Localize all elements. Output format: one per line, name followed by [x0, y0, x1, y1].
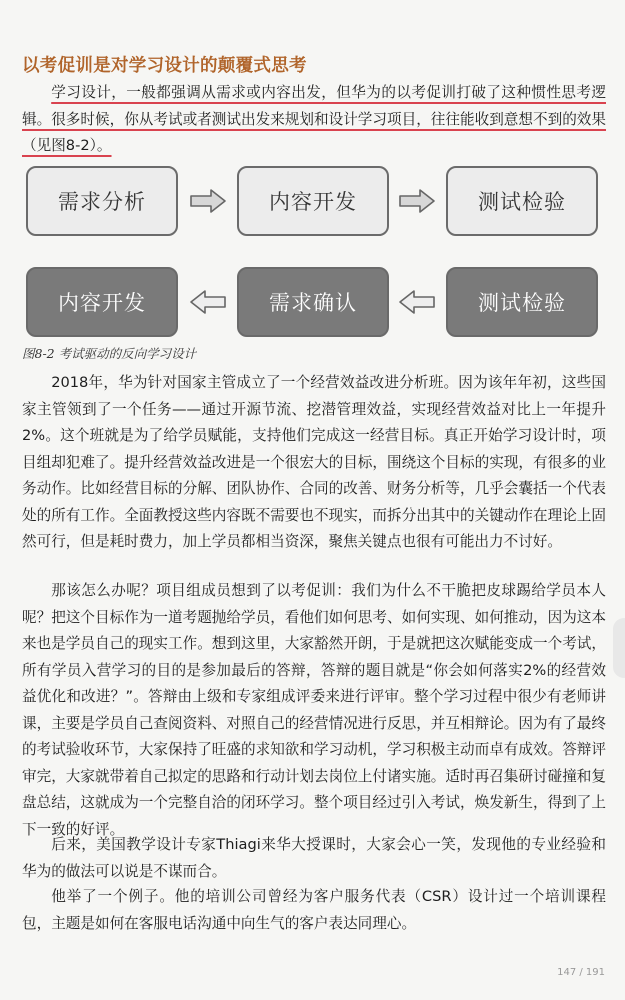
paragraph-1: 2018年，华为针对国家主管成立了一个经营效益改进分析班。因为该年年初，这些国家主管领到了一个任务——通过开源节流、挖潜管理效益，实现经营效益对比上一年提升2%。这个班就是为了给学员赋能，支持他们完成这一经营目标。真正开始学习设计时，项目组却犯难了。提升经营效益改进是一个很宏大的目标，围绕这个目标的实现，有很多的业务动作。比如经营目标的分解、团队协作、合同的改善、财务分析等，几乎会囊括一个代表处的所有工作。全面教授这些内容既不需要也不现实，而拆分出其中的关键动作在理论上固然可行，但是耗时费力，加上学员都相当资深，聚焦关键点也很有可能出力不讨好。: [22, 374, 606, 550]
flow-box-test-check: 测试检验: [446, 166, 598, 236]
paragraph-3: 后来，美国教学设计专家Thiagi来华大授课时，大家会心一笑，发现他的专业经验和华为的做法可以说是不谋而合。: [22, 836, 606, 880]
flow-box-demand-analysis: 需求分析: [26, 166, 178, 236]
flow-diagram: [26, 166, 602, 342]
arrow-right-icon: [189, 188, 227, 214]
document-page: [22, 0, 606, 1000]
intro-paragraph: [22, 80, 606, 160]
figure-caption: 图8-2 考试驱动的反向学习设计: [22, 346, 197, 361]
flow-box-demand-confirm: 需求确认: [237, 267, 389, 337]
paragraph-2: 那该怎么办呢？项目组成员想到了以考促训：我们为什么不干脆把皮球踢给学员本人呢？把这个目标作为一道考题抛给学员，看他们如何思考、如何实现、如何推动，因为这本来也是学员自己的现实工作。想到这里，大家豁然开朗，于是就把这次赋能变成一个考试，所有学员入营学习的目的是参加最后的答辩，答辩的题目就是“你会如何落实2%的经营效益优化和改进？”。答辩由上级和专家组成评委来进行评审。整个学习过程中很少有老师讲课，主要是学员自己查阅资料、对照自己的经营情况进行反思，并互相辩论。因为有了最终的考试验收环节，大家保持了旺盛的求知欲和学习动机，学习积极主动而卓有成效。答辩评审完，大家就带着自己拟定的思路和行动计划去岗位上付诸实施。适时再召集研讨碰撞和复盘总结，这就成为一个完整自洽的闭环学习。整个项目经过引入考试，焕发新生，得到了上下一致的好评。: [22, 582, 606, 838]
highlighted-text[interactable]: 学习设计，一般都强调从需求或内容出发，但华为的以考促训打破了这种惯性思考逻辑。很多时候，你从考试或者测试出发来规划和设计学习项目，往往能收到意想不到的效果（见图8-2）。: [22, 84, 606, 154]
section-heading: 以考促训是对学习设计的颠覆式思考: [22, 56, 307, 76]
flow-box-content-dev-dark: 内容开发: [26, 267, 178, 337]
page-number: 147 / 191: [557, 967, 605, 978]
flow-box-test-check-dark: 测试检验: [446, 267, 598, 337]
side-scroll-handle[interactable]: [613, 618, 625, 678]
flow-box-content-dev: 内容开发: [237, 166, 389, 236]
arrow-right-icon: [398, 188, 436, 214]
arrow-left-icon: [398, 289, 436, 315]
paragraph-4: 他举了一个例子。他的培训公司曾经为客户服务代表（CSR）设计过一个培训课程包，主题是如何在客服电话沟通中向生气的客户表达同理心。: [22, 888, 606, 932]
arrow-left-icon: [189, 289, 227, 315]
